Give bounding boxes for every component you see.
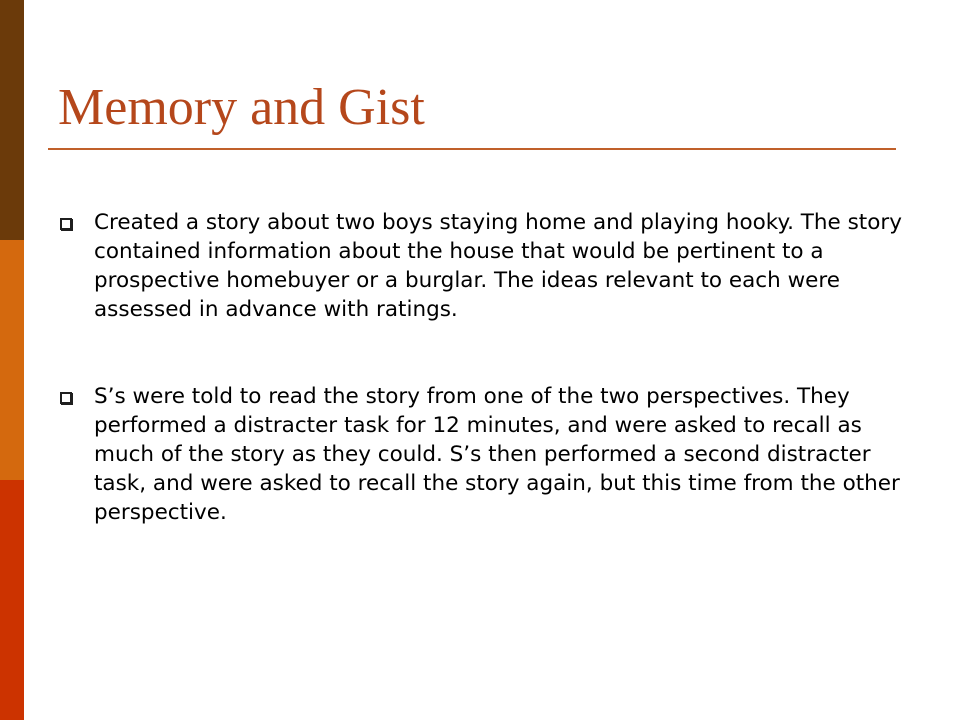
bullet-text: Created a story about two boys staying home and playing hooky. The story contained information about the house that would be pertinent to a prospective homebuyer or a burglar. The ideas relevant to each were assessed in advance with ratings. [94,210,902,322]
sidebar-segment-red [0,480,24,720]
decorative-sidebar [0,0,24,720]
sidebar-segment-dark-brown [0,0,24,240]
bullet-text: S’s were told to read the story from one of the two perspectives. They performed a distracter task for 12 minutes, and were asked to recall as much of the story as they could. S’s then performed a second distracter task, and were asked to recall the story again, but this time from the other perspective. [94,384,900,525]
title-underline-rule [48,148,896,150]
slide-title: Memory and Gist [58,79,425,136]
bullet-item [58,382,908,527]
sidebar-segment-orange [0,240,24,480]
hollow-square-icon [60,218,72,230]
bullet-item [58,208,908,324]
hollow-square-icon [60,392,72,404]
bullet-list [58,208,908,527]
